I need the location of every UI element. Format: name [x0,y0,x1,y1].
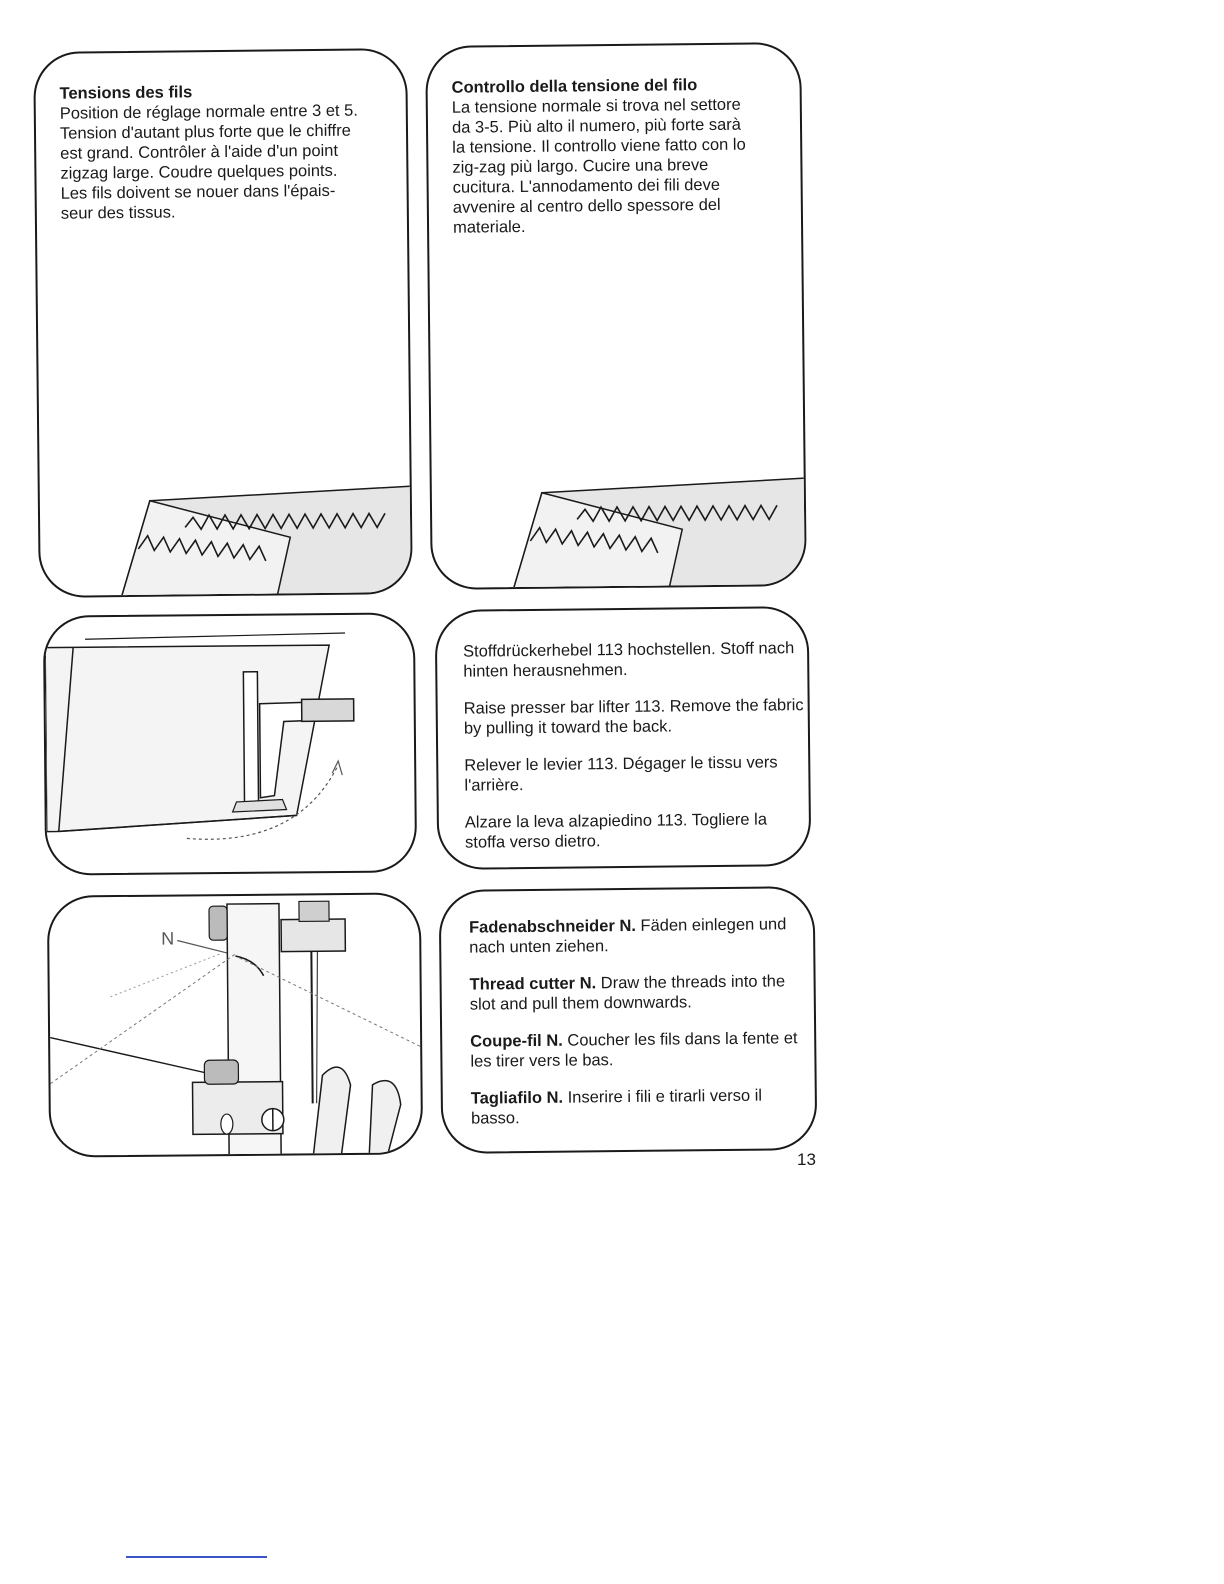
thread-cutter-it [471,1085,811,1129]
fr-tension-title: Tensions des fils [59,83,193,103]
it-tension-title: Controllo della tensione del filo [451,76,698,97]
it-tension-line: La tensione normale si trova nel settore [451,95,741,117]
footer-rule [126,1556,267,1558]
panel-thread-cutter-text [439,886,818,1154]
presser-foot-illustration [45,614,417,875]
remove-fabric-de: Stoffdrückerhebel 113 hochstellen. Stoff nach hinten herausnehmen. [462,639,795,681]
fr-tension-line: Position de réglage normale entre 3 et 5. [59,101,358,123]
thread-cutter-illustration [49,894,423,1157]
thread-cutter-de-label: Fadenabschneider N. [468,916,637,937]
it-tension-line: da 3-5. Più alto il numero, più forte sarà [451,115,742,137]
fr-tension-line: seur des tissus. [60,203,176,223]
panel-thread-cutter-illustration [47,892,423,1157]
thread-cutter-label: N [161,928,175,949]
fr-tension-line: est grand. Contrôler à l'aide d'un point [60,141,339,163]
thread-cutter-en [470,971,810,1015]
fr-tension-line: Tension d'autant plus forte que le chiffre [59,121,351,143]
thread-cutter-en-text: Draw the threads into the slot and pull them downwards. [469,972,786,1014]
fr-tension-line: zigzag large. Coudre quelques points. [60,161,338,183]
remove-fabric-fr: Relever le levier 113. Dégager le tissu vers l'arrière. [464,753,778,795]
panel-remove-fabric-illustration [43,612,417,875]
zigzag-fabric-illustration [427,44,807,590]
it-tension-line: zig-zag più largo. Cucire una breve [452,156,709,177]
thread-cutter-it-text: Inserire i fili e tirarli verso il basso. [470,1086,763,1128]
zigzag-fabric-illustration [35,50,413,598]
thread-cutter-fr-label: Coupe-fil N. [470,1031,563,1051]
thread-cutter-text [469,914,811,1129]
thread-cutter-fr-text: Coucher les fils dans la fente et les tirer vers le bas. [470,1029,798,1071]
remove-fabric-en: Raise presser bar lifter 113. Remove the fabric by pulling it toward the back. [463,696,804,738]
thread-cutter-it-label: Tagliafilo N. [470,1088,564,1108]
thread-cutter-de [469,914,809,958]
it-tension-line: materiale. [452,217,526,237]
fr-tension-line: Les fils doivent se nouer dans l'épais- [60,181,336,203]
thread-cutter-fr [470,1028,810,1072]
page-number: 13 [797,1150,816,1169]
remove-fabric-it: Alzare la leva alzapiedino 113. Togliere la stoffa verso dietro. [464,810,768,852]
it-tension-line: cucitura. L'annodamento dei fili deve [452,175,721,197]
panel-fr-thread-tension [33,48,413,598]
thread-cutter-en-label: Thread cutter N. [469,974,597,994]
it-tension-line: avvenire al centro dello spessore del [452,195,721,217]
panel-remove-fabric-text [435,606,812,870]
thread-cutter-de-text: Fäden einlegen und nach unten ziehen. [469,915,787,957]
it-tension-line: la tensione. Il controllo viene fatto con lo [452,135,746,157]
remove-fabric-text [463,638,805,853]
panel-it-thread-tension [425,42,807,590]
